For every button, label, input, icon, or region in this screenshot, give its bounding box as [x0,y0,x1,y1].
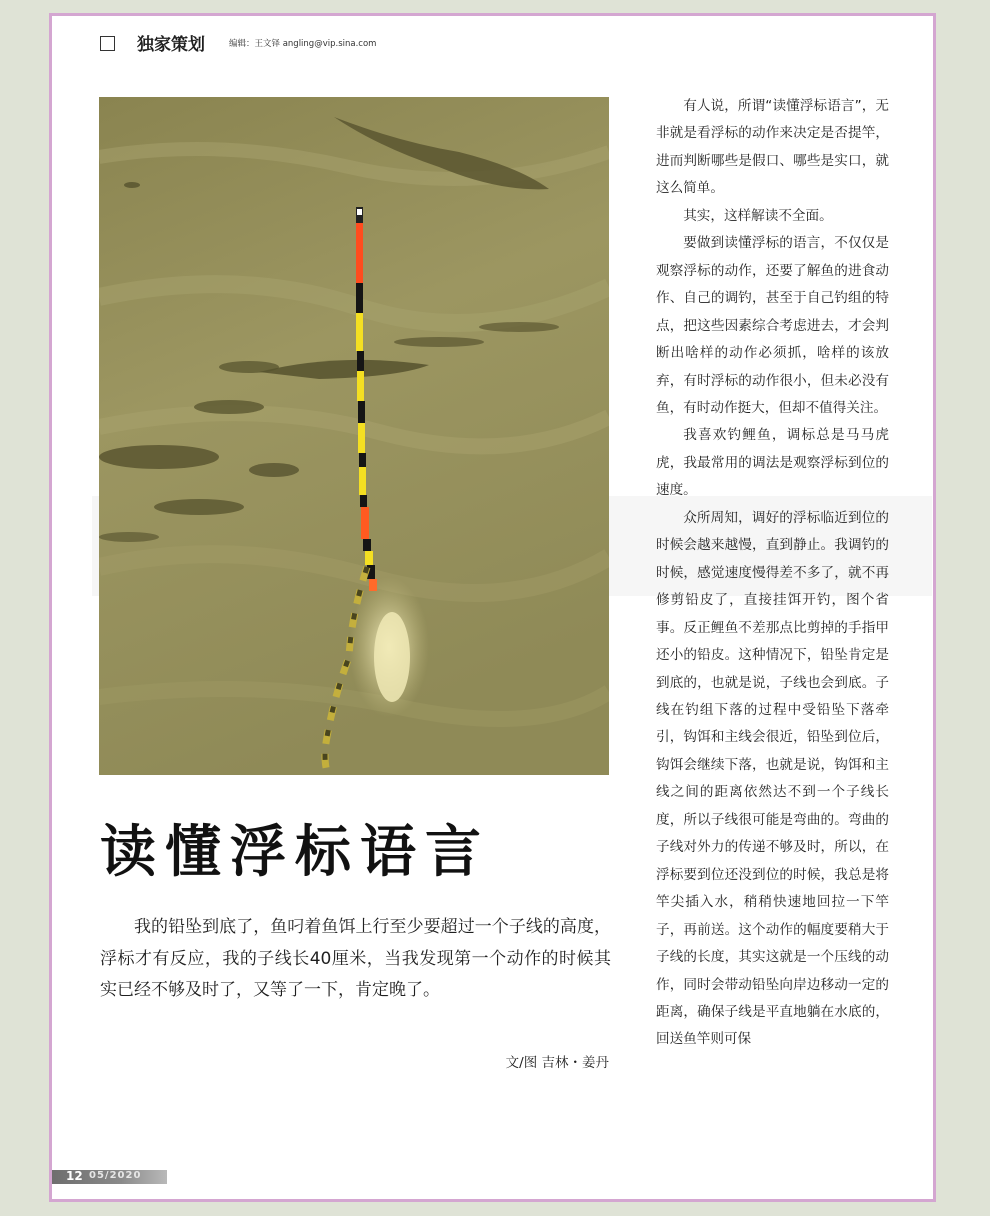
body-paragraph: 其实，这样解读不全面。 [683,207,833,224]
section-marker-box [100,36,115,51]
body-paragraph: 众所周知，调好的浮标临近到位的时候会越来越慢，直到静止。我调钓的时候，感觉速度慢得差不多了，就不再修剪铅皮了，直接挂饵开钓，图个省事。反正鲤鱼不差那点比剪掉的手指甲还小的铅皮。这种情况下，铅坠肯定是到底的，也就是说，子线也会到底。子线在钓组下落的过程中受铅坠下落牵引，钩饵和主线会很近，铅坠到位后，钩饵会继续下落，也就是说，钩饵和主线之间的距离依然达不到一个子线长度，所以子线很可能是弯曲的。弯曲的子线对外力的传递不够及时，所以，在浮标要到位还没到位的时候，我总是将竿尖插入水，稍稍快速地回拉一下竿子，再前送。这个动作的幅度要稍大于子线的长度，其实这就是一个压线的动作，同时会带动铅坠向岸边移动一定的距离，确保子线是平直地躺在水底的，回送鱼竿则可保 [656,509,889,1048]
magazine-page [49,13,936,1202]
page-number: 12 [66,1169,83,1183]
lead-paragraph: 我的铅坠到底了，鱼叼着鱼饵上行至少要超过一个子线的高度，浮标才有反应，我的子线长40厘米，当我发现第一个动作的时候其实已经不够及时了，又等了一下，肯定晚了。 [100,917,611,1000]
article-headline: 读懂浮标语言 [100,819,490,885]
body-paragraph: 有人说，所谓“读懂浮标语言”，无非就是看浮标的动作来决定是否提竿，进而判断哪些是假口、哪些是实口，就这么简单。 [656,98,889,197]
body-paragraph: 要做到读懂浮标的语言，不仅仅是观察浮标的动作，还要了解鱼的进食动作、自己的调钓，甚至于自己钓组的特点，把这些因素综合考虑进去，才会判断出啥样的动作必须抓，啥样的该放弃，有时浮标的动作很小，但未必没有鱼，有时动作挺大，但却不值得关注。 [656,235,889,416]
section-title: 独家策划 [137,35,205,55]
author-byline: 文/图 吉林・姜丹 [505,1055,609,1071]
issue-date: 05/2020 [89,1170,142,1181]
article-lead [100,912,611,1007]
body-paragraph: 我喜欢钓鲤鱼，调标总是马马虎虎，我最常用的调法是观察浮标到位的速度。 [656,427,889,499]
editor-credit: 编辑：王文铎 angling@vip.sina.com [229,39,377,49]
fishing-float-photo [99,97,609,775]
body-column [656,93,889,1054]
